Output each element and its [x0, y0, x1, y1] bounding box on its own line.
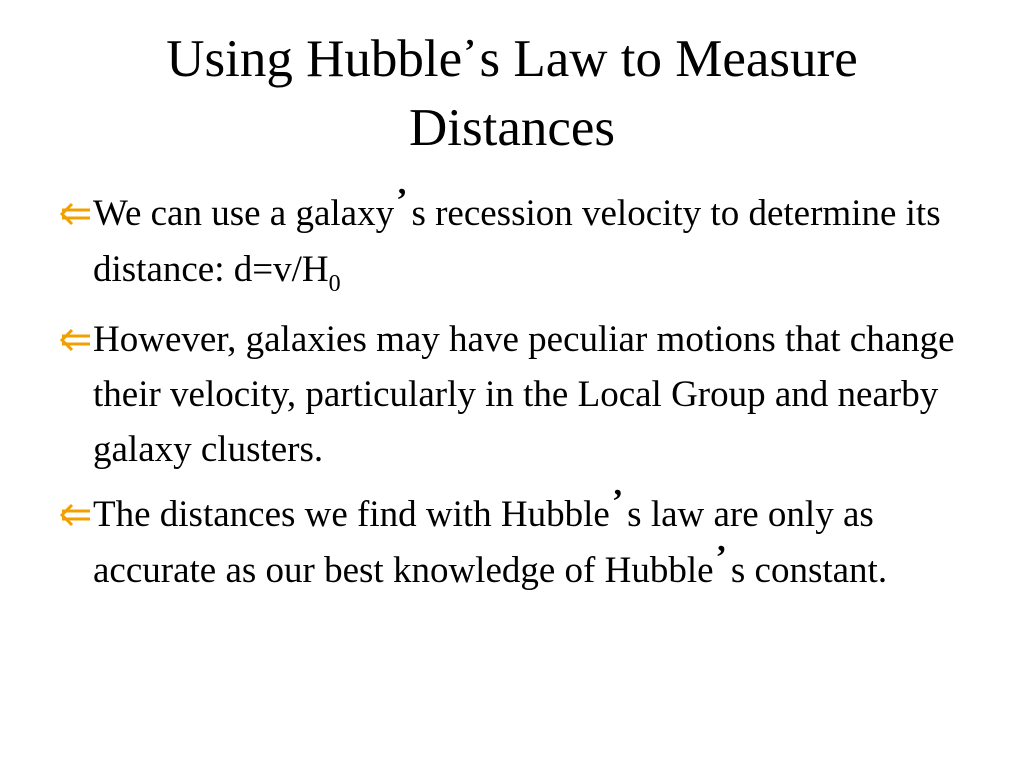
bullet-item-velocity: [58, 182, 958, 302]
slide-title: [60, 28, 964, 159]
arrow-left-icon: [58, 327, 92, 353]
bullet-item-peculiar-motions: [58, 312, 958, 477]
bullet-subscript-h0: 0: [328, 271, 341, 297]
title-text-part1: Using Hubble: [166, 30, 463, 88]
bullet-text-3a: The distances we find with Hubble: [93, 494, 610, 535]
bullet-apostrophe-3b: ’: [715, 539, 727, 576]
title-text-line2: Distances: [408, 99, 616, 157]
title-apostrophe: ’: [464, 33, 476, 70]
bullet-apostrophe-1: ’: [396, 182, 408, 219]
bullet-text-3b: s law are only as accurate as our best knowledge of Hubble: [93, 494, 874, 591]
bullet-text-3c: s constant.: [730, 550, 888, 591]
arrow-left-icon: [58, 502, 92, 528]
bullet-text-1b: s recession velocity to determine its distance: d=v/H: [93, 193, 941, 290]
title-text-part2: s Law to Measure: [479, 30, 858, 88]
bullet-text-1a: We can use a galaxy: [93, 193, 395, 234]
bullet-text-2: However, galaxies may have peculiar motions that change their velocity, particularly in the Local Group and nearby galaxy clusters.: [93, 319, 955, 470]
bullet-list: [58, 182, 958, 609]
bullet-apostrophe-3a: ’: [611, 483, 624, 520]
arrow-left-icon: [58, 201, 92, 227]
bullet-item-accuracy: [58, 483, 958, 599]
